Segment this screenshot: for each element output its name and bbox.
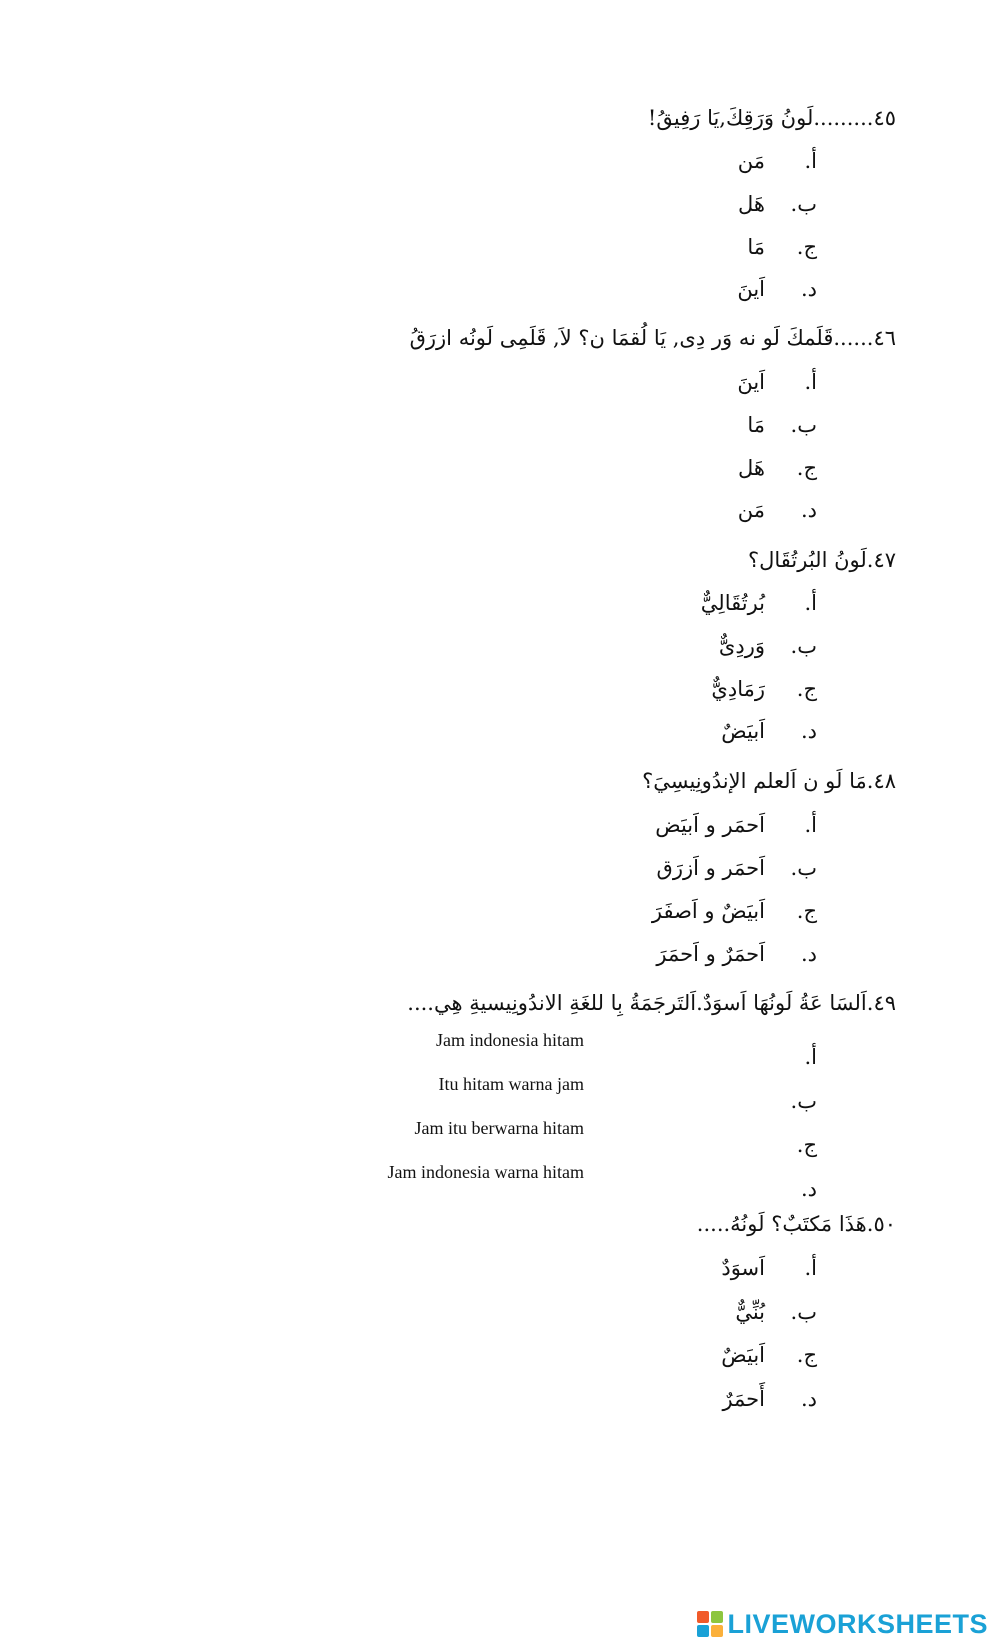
option-text: اَينَ xyxy=(737,277,765,301)
option-46-b[interactable] xyxy=(397,410,817,440)
option-letter: ج. xyxy=(796,1343,817,1367)
brand-name: LIVEWORKSHEETS xyxy=(727,1609,988,1639)
option-letter: ج. xyxy=(796,456,817,480)
option-letter: ب. xyxy=(790,413,817,437)
option-letter: د. xyxy=(800,498,817,522)
option-letter: ب. xyxy=(790,856,817,880)
option-text: مَن xyxy=(737,498,765,522)
option-text: رَمَادِيٌّ xyxy=(711,677,765,701)
option-45-d[interactable] xyxy=(397,274,817,304)
option-letter: ج. xyxy=(796,235,817,259)
logo-tile-3 xyxy=(697,1625,709,1637)
question-47: ٤٧.لَونُ البُرتُقَال؟ xyxy=(747,548,896,572)
question-50: ٥٠.هَذَا مَكتَبٌ؟ لَونُهُ..... xyxy=(696,1212,896,1236)
option-letter: د. xyxy=(800,719,817,743)
option-48-c[interactable] xyxy=(397,896,817,926)
option-text: مَا xyxy=(747,235,765,259)
option-text: اَحمَر و اَزرَق xyxy=(656,856,765,880)
option-text: اَبيَضٌ و اَصفَرَ xyxy=(651,899,765,923)
option-letter: ب. xyxy=(790,192,817,216)
option-49-c[interactable] xyxy=(257,1116,817,1156)
option-text: Itu hitam warna jam xyxy=(438,1074,584,1094)
option-letter: ب. xyxy=(790,1300,817,1324)
option-letter: ج. xyxy=(796,677,817,701)
question-45: ٤٥.........لَونُ وَرَقِكَ,يَا رَفِيقُ! xyxy=(647,106,896,130)
option-text: Jam indonesia hitam xyxy=(436,1030,584,1050)
option-letter: أ. xyxy=(804,1256,817,1280)
option-text: وَردِىٌّ xyxy=(718,634,765,658)
option-49-b[interactable] xyxy=(257,1072,817,1112)
option-letter: أ. xyxy=(804,591,817,615)
option-50-c[interactable] xyxy=(397,1340,817,1370)
liveworksheets-logo[interactable] xyxy=(697,1608,988,1640)
option-letter: أ. xyxy=(804,1045,817,1069)
liveworksheets-icon xyxy=(697,1611,723,1637)
option-text: اَينَ xyxy=(737,370,765,394)
option-text: اَحمَر و اَبيَض xyxy=(655,813,765,837)
option-text: هَل xyxy=(738,192,765,216)
question-46: ٤٦......قَلَمكَ لَو نه وَر دِى, يَا لُقمَا ن؟ لاَ, قَلَمِى لَونُه ازرَقُ xyxy=(409,326,896,350)
question-48: ٤٨.مَا لَو ن اَلعلم الإندُونِيسِيَ؟ xyxy=(642,769,896,793)
option-letter: د. xyxy=(800,277,817,301)
option-letter: د. xyxy=(800,1387,817,1411)
option-letter: ب. xyxy=(790,1089,817,1113)
option-letter: أ. xyxy=(804,149,817,173)
option-49-a[interactable] xyxy=(257,1028,817,1068)
option-text: أَحمَرٌ xyxy=(722,1387,765,1411)
option-text: Jam itu berwarna hitam xyxy=(414,1118,584,1138)
option-text: Jam indonesia warna hitam xyxy=(387,1162,584,1182)
option-45-b[interactable] xyxy=(397,189,817,219)
option-45-c[interactable] xyxy=(397,232,817,262)
option-48-b[interactable] xyxy=(397,853,817,883)
option-text: مَا xyxy=(747,413,765,437)
option-46-d[interactable] xyxy=(397,495,817,525)
option-50-b[interactable] xyxy=(397,1297,817,1327)
option-46-c[interactable] xyxy=(397,453,817,483)
option-text: اَسوَدٌ xyxy=(721,1256,765,1280)
option-48-a[interactable] xyxy=(397,810,817,840)
option-50-d[interactable] xyxy=(397,1384,817,1414)
option-47-d[interactable] xyxy=(397,716,817,746)
option-47-a[interactable] xyxy=(397,588,817,618)
option-text: بُرتُقَالِيٌّ xyxy=(700,591,765,615)
option-49-d[interactable] xyxy=(257,1160,817,1200)
option-letter: د. xyxy=(800,1177,817,1201)
option-text: بُنِّيٌّ xyxy=(735,1300,765,1324)
option-45-a[interactable] xyxy=(397,146,817,176)
option-letter: ج. xyxy=(796,899,817,923)
option-47-c[interactable] xyxy=(397,674,817,704)
option-50-a[interactable] xyxy=(397,1253,817,1283)
option-47-b[interactable] xyxy=(397,631,817,661)
option-46-a[interactable] xyxy=(397,367,817,397)
option-text: اَبيَضٌ xyxy=(721,719,765,743)
option-text: هَل xyxy=(738,456,765,480)
option-letter: ج. xyxy=(796,1133,817,1157)
logo-tile-2 xyxy=(711,1611,723,1623)
logo-tile-1 xyxy=(697,1611,709,1623)
option-letter: أ. xyxy=(804,813,817,837)
question-49: ٤٩.اَلسَا عَةُ لَونُهَا اَسوَدٌ.اَلتَرجَمَةُ بِا للغَةِ الاندُونِيسيةِ هِي.... xyxy=(407,991,896,1015)
option-48-d[interactable] xyxy=(397,939,817,969)
logo-tile-4 xyxy=(711,1625,723,1637)
option-text: اَبيَضٌ xyxy=(721,1343,765,1367)
option-text: اَحمَرٌ و اَحمَرَ xyxy=(656,942,765,966)
option-letter: أ. xyxy=(804,370,817,394)
option-letter: د. xyxy=(800,942,817,966)
option-letter: ب. xyxy=(790,634,817,658)
option-text: مَن xyxy=(737,149,765,173)
